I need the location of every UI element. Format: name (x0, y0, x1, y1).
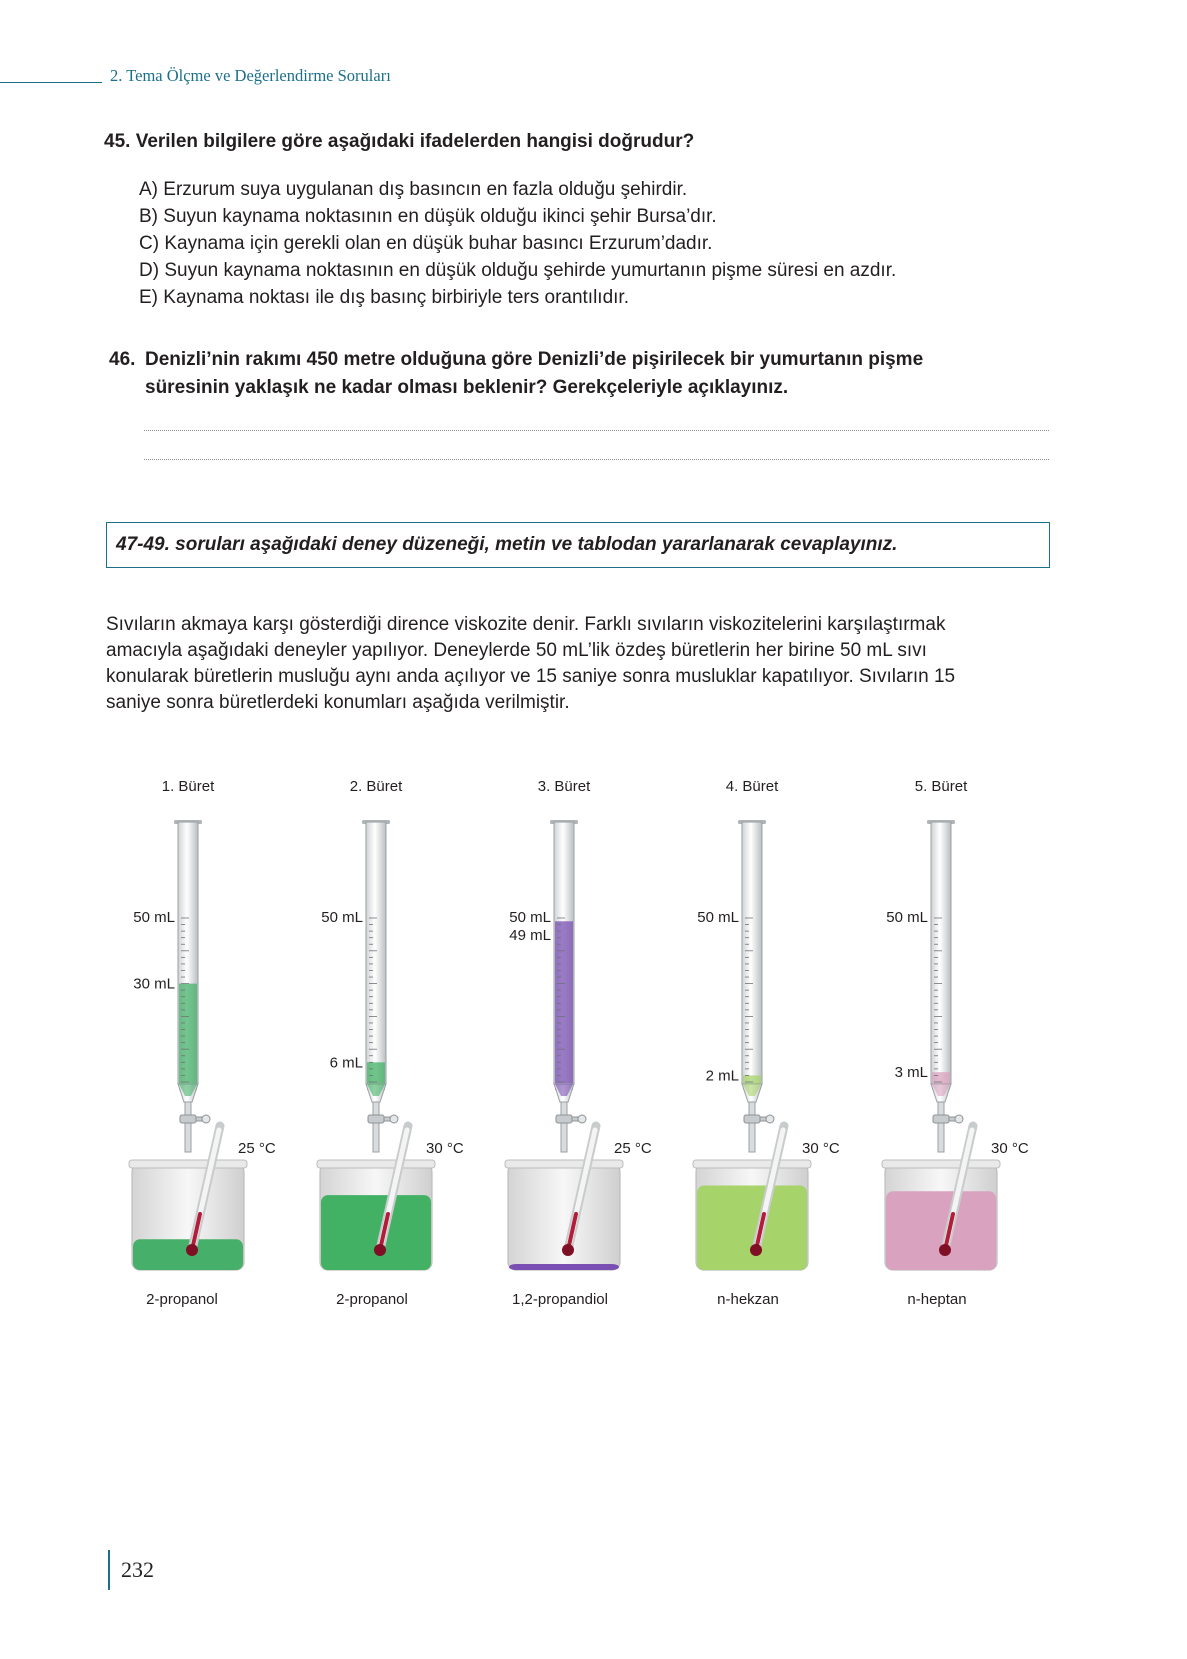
answer-line-1[interactable] (144, 430, 1049, 431)
thermometer-bulb (186, 1244, 198, 1256)
buret-top-label: 50 mL (509, 909, 551, 926)
stopcock-knob (766, 1115, 774, 1123)
liquid-name: n-heptan (907, 1291, 967, 1308)
question-46-line-1: Denizli’nin rakımı 450 metre olduğuna göre Denizli’de pişirilecek bir yumurtanın pişme (145, 349, 924, 370)
stopcock-body (556, 1115, 572, 1123)
beaker-rim (129, 1160, 247, 1168)
buret-stem (749, 1102, 755, 1152)
question-45-options (139, 176, 896, 311)
paragraph-line: konularak büretlerin musluğu aynı anda açılıyor ve 15 saniye sonra musluklar kapatılıyor. Sıvıların 15 (106, 666, 956, 687)
buret-title: 1. Büret (161, 780, 215, 795)
thermometer-bulb (374, 1244, 386, 1256)
temperature-label: 25 °C (614, 1140, 652, 1157)
experiment-paragraph (106, 612, 1066, 716)
stopcock-knob (955, 1115, 963, 1123)
running-header: 2. Tema Ölçme ve Değerlendirme Soruları (110, 66, 391, 85)
beaker-rim (505, 1160, 623, 1168)
stopcock-body (368, 1115, 384, 1123)
stopcock-body (744, 1115, 760, 1123)
paragraph-line: amacıyla aşağıdaki deneyler yapılıyor. Deneylerde 50 mL’lik özdeş büretlerin her birine 50 mL sıvı (106, 640, 927, 661)
buret-tube (742, 822, 762, 1084)
beaker-liquid (321, 1195, 431, 1270)
liquid-name: 2-propanol (146, 1291, 218, 1308)
page-number-rule (108, 1550, 110, 1590)
option-a: A) Erzurum suya uygulanan dış basıncın en fazla olduğu şehirdir. (139, 179, 688, 200)
buret-experiment-figure (0, 780, 1187, 1380)
paragraph-line: Sıvıların akmaya karşı gösterdiği dirence viskozite denir. Farklı sıvıların viskozitelerini karşılaştırmak (106, 614, 946, 635)
buret-liquid-column (179, 984, 197, 1090)
stopcock-body (180, 1115, 196, 1123)
answer-line-2[interactable] (144, 459, 1049, 460)
question-46 (109, 346, 1009, 402)
buret-title: 5. Büret (914, 780, 968, 795)
buret-tube (931, 822, 951, 1084)
thermometer-bulb (562, 1244, 574, 1256)
temperature-label: 30 °C (991, 1140, 1029, 1157)
stopcock-knob (390, 1115, 398, 1123)
temperature-label: 30 °C (802, 1140, 840, 1157)
beaker-liquid (886, 1191, 996, 1270)
beaker-liquid (509, 1264, 619, 1270)
beaker-liquid (133, 1239, 243, 1270)
option-d: D) Suyun kaynama noktasının en düşük olduğu şehirde yumurtanın pişme süresi en azdır. (139, 260, 897, 281)
buret-top-label: 50 mL (321, 909, 363, 926)
beaker-rim (317, 1160, 435, 1168)
buret-level-label: 6 mL (329, 1054, 363, 1072)
stopcock-knob (578, 1115, 586, 1123)
stopcock-body (933, 1115, 949, 1123)
buret-title: 2. Büret (349, 780, 403, 795)
question-46-number: 46. (109, 349, 136, 370)
liquid-name: 1,2-propandiol (512, 1291, 608, 1308)
buret-liquid-column (555, 921, 573, 1090)
temperature-label: 25 °C (238, 1140, 276, 1157)
buret-top-label: 50 mL (886, 909, 928, 926)
question-45-title: 45. Verilen bilgilere göre aşağıdaki ifadelerden hangisi doğrudur? (104, 131, 695, 152)
buret-level-label: 30 mL (133, 975, 175, 993)
buret-top-label: 50 mL (133, 909, 175, 926)
option-b: B) Suyun kaynama noktasının en düşük olduğu ikinci şehir Bursa’dır. (139, 206, 717, 227)
stopcock-knob (202, 1115, 210, 1123)
buret-title: 3. Büret (537, 780, 591, 795)
beaker-rim (882, 1160, 1000, 1168)
buret-stem (938, 1102, 944, 1152)
liquid-name: n-hekzan (717, 1291, 779, 1308)
thermometer-bulb (750, 1244, 762, 1256)
header-rule (0, 82, 102, 83)
buret-top-label: 50 mL (697, 909, 739, 926)
page-number: 232 (121, 1557, 154, 1582)
beaker-rim (693, 1160, 811, 1168)
temperature-label: 30 °C (426, 1140, 464, 1157)
thermometer-bulb (939, 1244, 951, 1256)
buret-level-label: 3 mL (894, 1064, 928, 1082)
buret-level-label: 2 mL (705, 1067, 739, 1085)
buret-stem (373, 1102, 379, 1152)
option-e: E) Kaynama noktası ile dış basınç birbiriyle ters orantılıdır. (139, 287, 629, 308)
liquid-name: 2-propanol (336, 1291, 408, 1308)
question-46-line-2: süresinin yaklaşık ne kadar olması beklenir? Gerekçeleriyle açıklayınız. (145, 377, 789, 398)
option-c: C) Kaynama için gerekli olan en düşük buhar basıncı Erzurum’dadır. (139, 233, 713, 254)
buret-stem (185, 1102, 191, 1152)
instruction-box: 47-49. soruları aşağıdaki deney düzeneği, metin ve tablodan yararlanarak cevaplayınız. (106, 522, 1050, 568)
paragraph-line: saniye sonra büretlerdeki konumları aşağıda verilmiştir. (106, 692, 570, 713)
buret-tube (366, 822, 386, 1084)
buret-level-label: 49 mL (509, 927, 551, 944)
buret-title: 4. Büret (725, 780, 779, 795)
beaker-liquid (697, 1186, 807, 1270)
buret-stem (561, 1102, 567, 1152)
